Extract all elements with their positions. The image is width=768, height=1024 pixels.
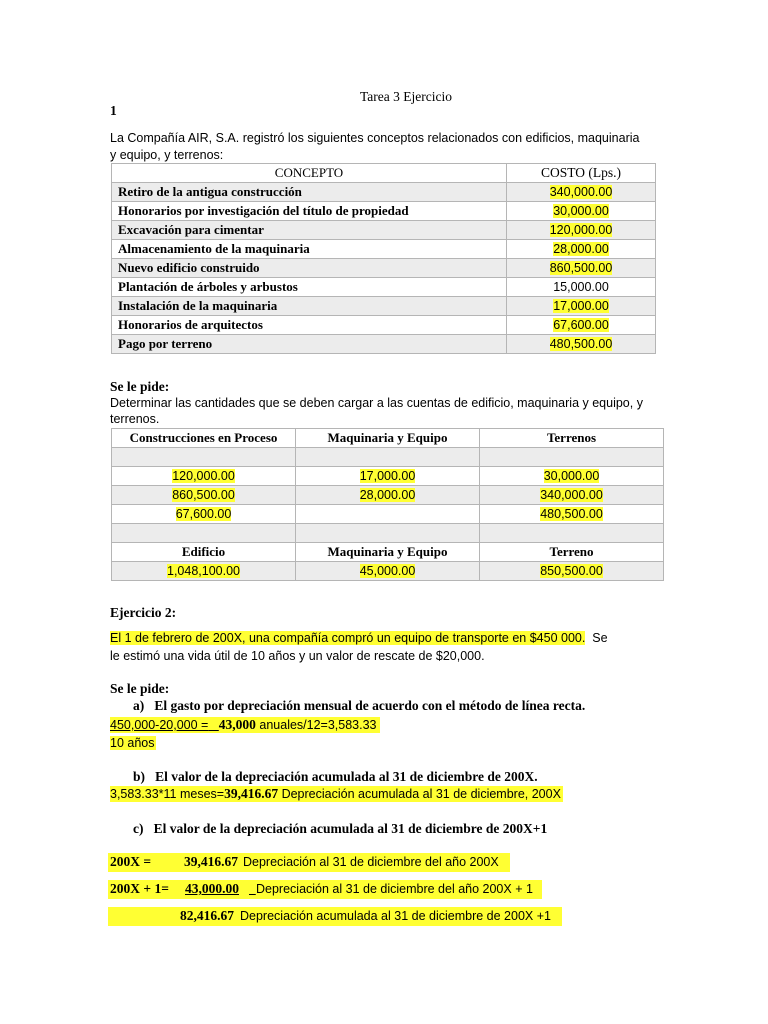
page-title: Tarea 3 Ejercicio xyxy=(360,89,452,104)
table-row xyxy=(112,297,656,316)
determinar-line-2: terrenos. xyxy=(110,412,160,426)
cost-cell xyxy=(507,240,656,259)
answer-c-value-3: 82,416.67 xyxy=(180,908,234,923)
concept-cell: Retiro de la antigua construcción xyxy=(112,183,507,202)
value-cell xyxy=(296,505,480,524)
ej2-line-1-rest: Se xyxy=(592,631,608,645)
cost-value: 120,000.00 xyxy=(549,223,613,237)
answer-a-rest: anuales/12=3,583.33 xyxy=(259,718,377,732)
answer-a-bold: 43,000 xyxy=(218,717,256,732)
concept-cell: Honorarios de arquitectos xyxy=(112,316,507,335)
cost-cell xyxy=(507,221,656,240)
answer-c-row-2 xyxy=(108,880,542,899)
cost-value: 30,000.00 xyxy=(553,204,609,218)
answer-c-row-3 xyxy=(108,907,562,926)
total-maquinaria: 45,000.00 xyxy=(359,564,416,578)
value-text: 480,500.00 xyxy=(540,507,603,521)
value-cell xyxy=(480,486,664,505)
header-concept: CONCEPTO xyxy=(112,164,507,183)
cost-value: 340,000.00 xyxy=(549,185,613,199)
empty-cell xyxy=(296,448,480,467)
cost-value: 17,000.00 xyxy=(553,299,609,313)
concept-cell: Honorarios por investigación del título de propiedad xyxy=(112,202,507,221)
value-text: 30,000.00 xyxy=(543,469,600,483)
value-text: 28,000.00 xyxy=(359,488,416,502)
ej2-line-1-highlight: El 1 de febrero de 200X, una compañía compró un equipo de transporte en $450 000. xyxy=(110,631,586,645)
answer-c-desc-3: Depreciación acumulada al 31 de diciembre de 200X +1 xyxy=(240,909,551,923)
table-row xyxy=(112,240,656,259)
concept-cell: Plantación de árboles y arbustos xyxy=(112,278,507,297)
header-cost: COSTO (Lps.) xyxy=(507,164,656,183)
se-le-pide-heading: Se le pide: xyxy=(110,379,170,394)
table-row-empty xyxy=(112,524,664,543)
value-text: 17,000.00 xyxy=(359,469,416,483)
value-cell xyxy=(296,486,480,505)
answer-c-year-2: 200X + 1= xyxy=(110,881,169,896)
value-cell xyxy=(296,467,480,486)
question-a xyxy=(133,698,585,714)
cost-cell xyxy=(507,297,656,316)
cost-cell xyxy=(507,335,656,354)
total-cell xyxy=(480,562,664,581)
cost-cell xyxy=(507,316,656,335)
empty-cell xyxy=(480,524,664,543)
value-cell xyxy=(112,467,296,486)
totals-header-row xyxy=(112,543,664,562)
table-row-empty xyxy=(112,448,664,467)
value-cell xyxy=(112,486,296,505)
cost-cell xyxy=(507,278,656,297)
answer-c-year-1: 200X = xyxy=(110,854,152,869)
totals-row xyxy=(112,562,664,581)
total-cell xyxy=(296,562,480,581)
total-terreno: 850,500.00 xyxy=(540,564,603,578)
cost-value: 15,000.00 xyxy=(553,280,609,294)
question-a-label: a) xyxy=(133,698,145,713)
intro-line-2: y equipo, y terrenos: xyxy=(110,148,224,162)
question-b xyxy=(133,769,538,785)
se-le-pide-heading-2: Se le pide: xyxy=(110,681,170,696)
empty-cell xyxy=(112,448,296,467)
answer-a-calc: 450,000-20,000 = xyxy=(110,718,209,732)
question-a-text: El gasto por depreciación mensual de acuerdo con el método de línea recta. xyxy=(154,698,586,713)
accounts-table xyxy=(111,428,664,581)
question-b-label: b) xyxy=(133,769,146,784)
table-row xyxy=(112,316,656,335)
header-construcciones: Construcciones en Proceso xyxy=(112,429,296,448)
value-text: 340,000.00 xyxy=(540,488,603,502)
table-row xyxy=(112,278,656,297)
empty-cell xyxy=(480,448,664,467)
table-header-row xyxy=(112,429,664,448)
page-title-number: 1 xyxy=(110,103,117,118)
value-text: 860,500.00 xyxy=(172,488,235,502)
value-cell xyxy=(112,505,296,524)
concept-cell: Almacenamiento de la maquinaria xyxy=(112,240,507,259)
concept-cell: Instalación de la maquinaria xyxy=(112,297,507,316)
header-terreno: Terreno xyxy=(480,543,664,562)
cost-cell xyxy=(507,259,656,278)
value-cell xyxy=(480,467,664,486)
determinar-line-1: Determinar las cantidades que se deben cargar a las cuentas de edificio, maquinaria y equipo, y xyxy=(110,396,643,410)
intro-line-1: La Compañía AIR, S.A. registró los siguientes conceptos relacionados con edificios, maquinaria xyxy=(110,131,640,145)
table-row xyxy=(112,221,656,240)
cost-cell xyxy=(507,202,656,221)
empty-cell xyxy=(296,524,480,543)
ejercicio-2-heading: Ejercicio 2: xyxy=(110,605,177,620)
value-cell xyxy=(480,505,664,524)
cost-value: 860,500.00 xyxy=(549,261,613,275)
cost-cell xyxy=(507,183,656,202)
answer-b-bold: 39,416.67 xyxy=(224,786,279,801)
cost-value: 67,600.00 xyxy=(553,318,609,332)
question-c xyxy=(133,821,547,837)
question-c-label: c) xyxy=(133,821,144,836)
cost-value: 480,500.00 xyxy=(549,337,613,351)
answer-c-value-2: 43,000.00 xyxy=(185,881,239,896)
answer-b xyxy=(110,786,563,802)
table-row xyxy=(112,259,656,278)
table-row xyxy=(112,467,664,486)
table-row xyxy=(112,202,656,221)
header-terrenos: Terrenos xyxy=(480,429,664,448)
ej2-line-2: le estimó una vida útil de 10 años y un valor de rescate de $20,000. xyxy=(110,649,485,663)
table-row xyxy=(112,505,664,524)
total-cell xyxy=(112,562,296,581)
header-maquinaria: Maquinaria y Equipo xyxy=(296,429,480,448)
answer-c-value-1: 39,416.67 xyxy=(184,854,238,869)
value-text: 120,000.00 xyxy=(172,469,235,483)
answer-c-desc-2: Depreciación al 31 de diciembre del año 200X + 1 xyxy=(256,882,533,896)
question-c-text: El valor de la depreciación acumulada al 31 de diciembre de 200X+1 xyxy=(153,821,548,836)
concept-cell: Nuevo edificio construido xyxy=(112,259,507,278)
table-header-row xyxy=(112,164,656,183)
table-row xyxy=(112,183,656,202)
answer-c-desc-1: Depreciación al 31 de diciembre del año 200X xyxy=(243,855,499,869)
question-b-text: El valor de la depreciación acumulada al 31 de diciembre de 200X. xyxy=(155,769,538,784)
header-edificio: Edificio xyxy=(112,543,296,562)
empty-cell xyxy=(112,524,296,543)
answer-a-line-1 xyxy=(110,717,380,733)
answer-b-calc: 3,583.33*11 meses= xyxy=(110,787,225,801)
table-row xyxy=(112,335,656,354)
total-edificio: 1,048,100.00 xyxy=(167,564,240,578)
answer-c-row-1 xyxy=(108,853,510,872)
concept-cell: Excavación para cimentar xyxy=(112,221,507,240)
cost-value: 28,000.00 xyxy=(553,242,609,256)
value-text: 67,600.00 xyxy=(175,507,232,521)
answer-b-rest: Depreciación acumulada al 31 de diciembre, 200X xyxy=(281,787,561,801)
table-row xyxy=(112,486,664,505)
header-maquinaria-total: Maquinaria y Equipo xyxy=(296,543,480,562)
answer-a-line-2: 10 años xyxy=(110,736,155,750)
concept-cost-table xyxy=(111,163,656,354)
ej2-line-1 xyxy=(110,631,608,645)
concept-cell: Pago por terreno xyxy=(112,335,507,354)
